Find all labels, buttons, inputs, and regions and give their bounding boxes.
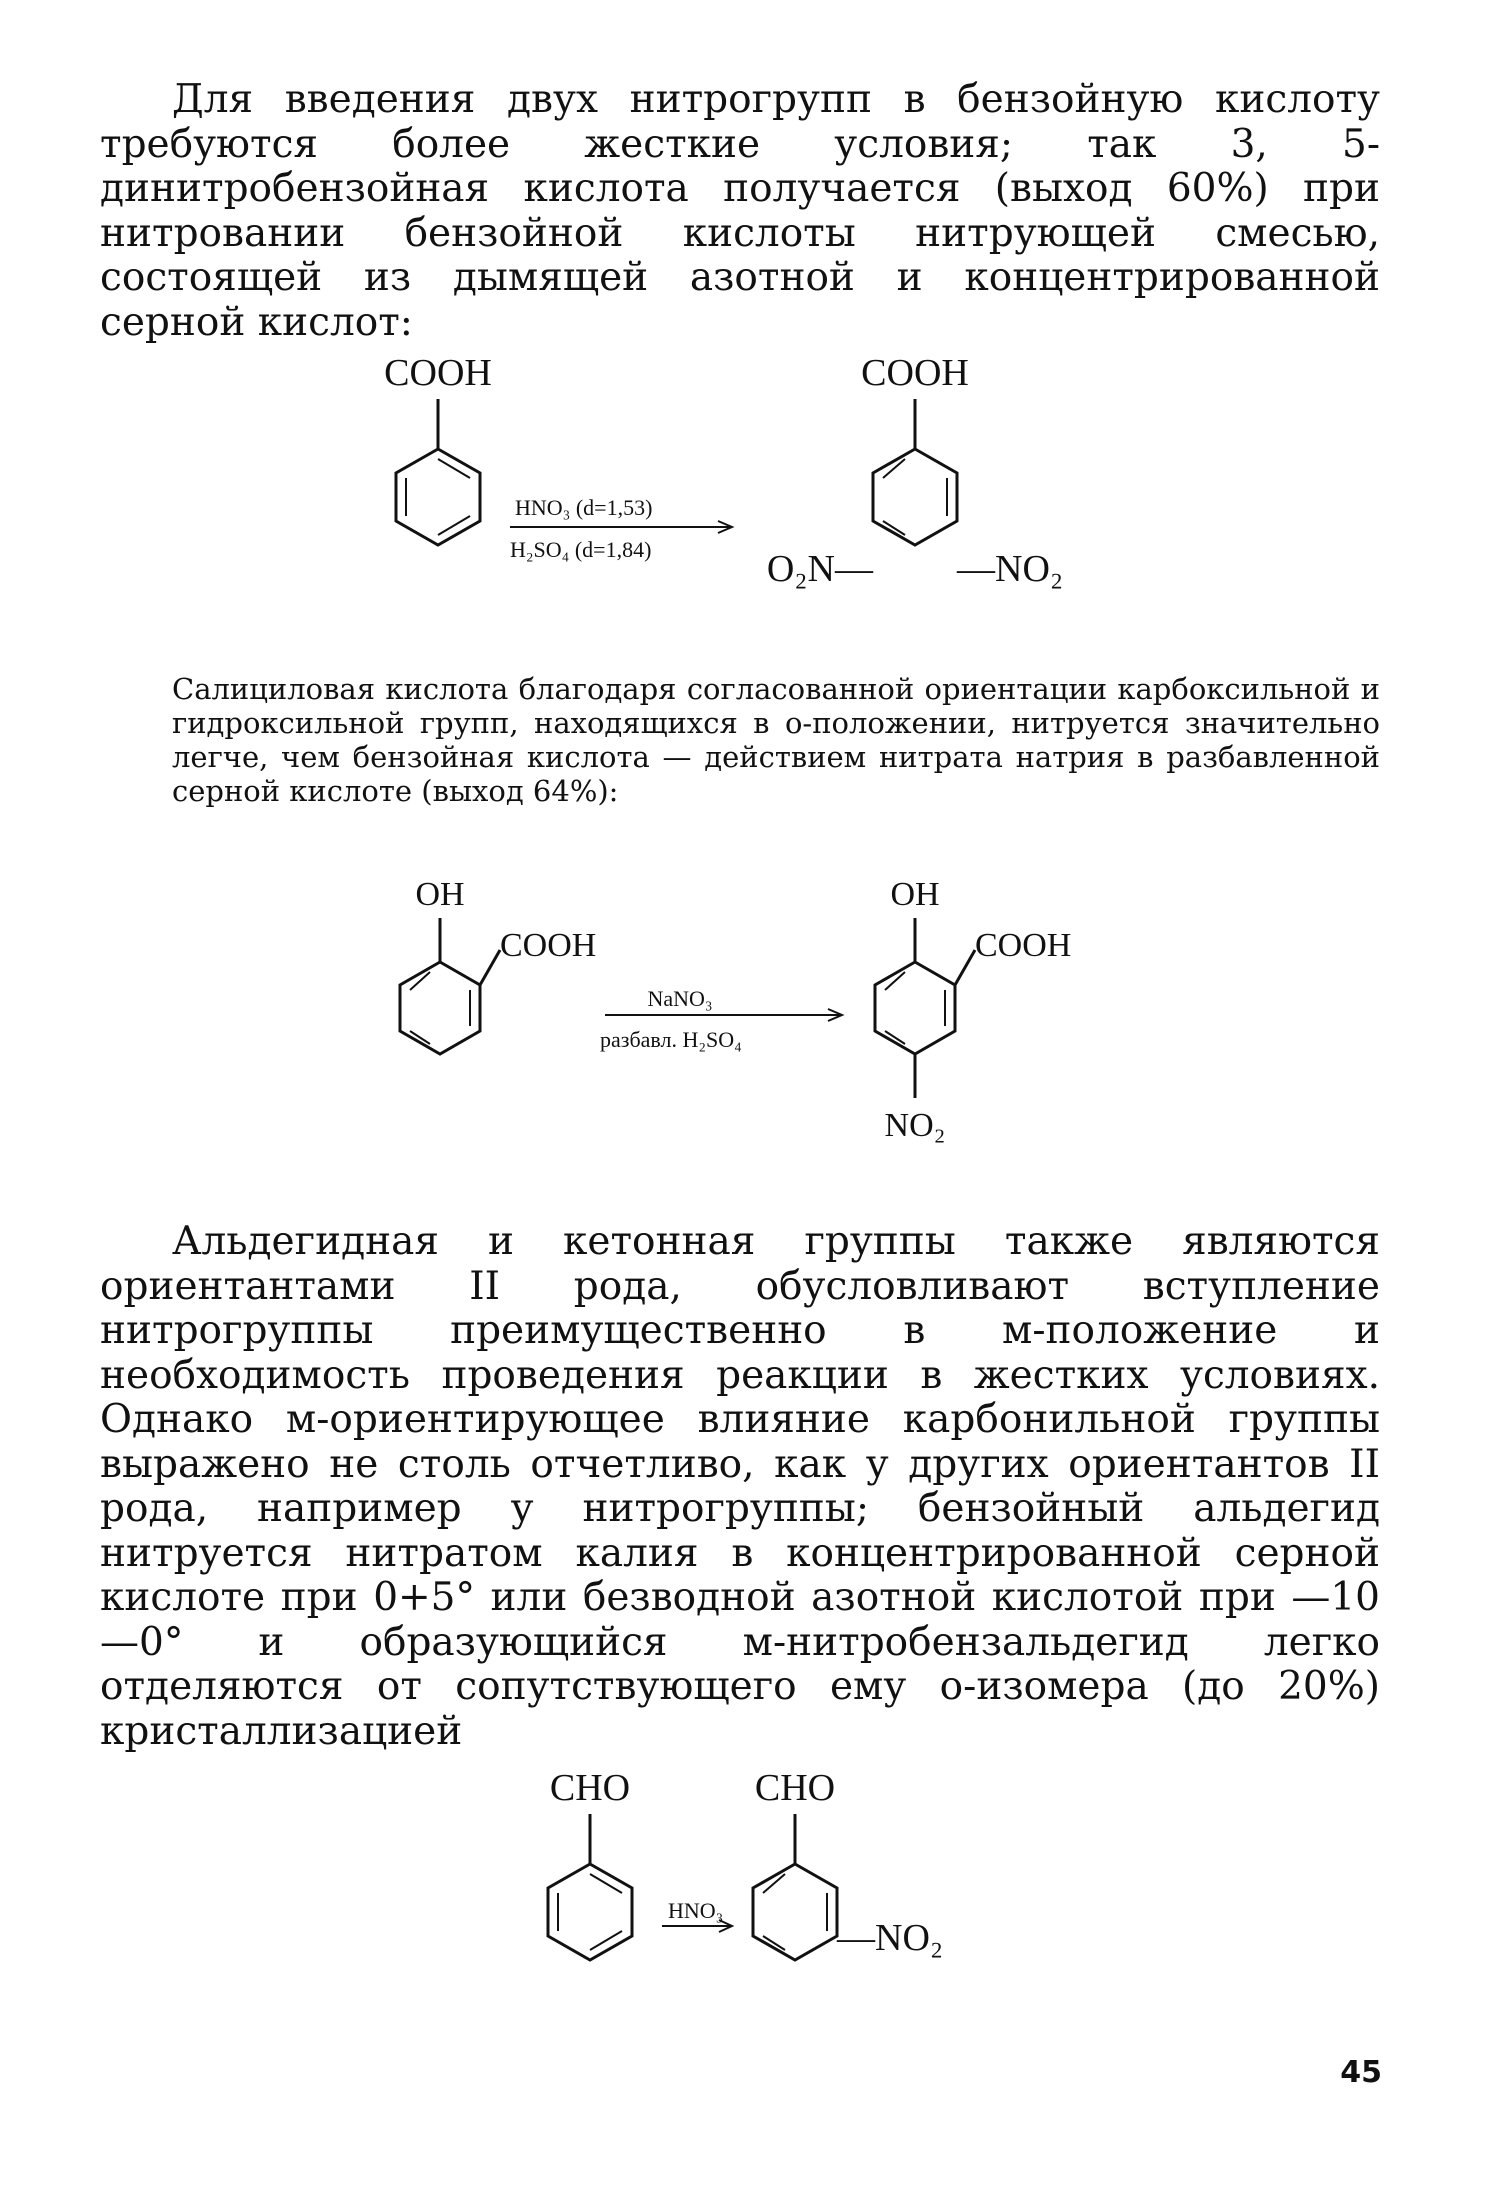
product-cooh-bond — [955, 950, 975, 985]
reagent-below-label: H₂SO₄ (d=1,84) — [510, 537, 652, 562]
scheme-salicylic-acid-nitration — [0, 870, 1500, 1180]
reactant-cho-label: CHO — [549, 1767, 631, 1809]
product-cho-label: CHO — [754, 1767, 836, 1809]
reactant-benzene-ring-icon — [396, 449, 480, 545]
paragraph-salicylic-acid: Салициловая кислота благодаря согласованной ориентации карбоксильной и гидроксильной групп, находящихся в о-положении, нитруется значительно легче, чем бензойная кислота — действием нитрата натрия в разбавленной серной кислоте (выход 64%): — [172, 672, 1380, 808]
product-benzene-ring-icon — [873, 449, 957, 545]
product-nitro-label: NO₂ — [884, 1107, 946, 1144]
reactant-cooh-bond — [480, 950, 500, 985]
product-oh-label: OH — [890, 876, 940, 913]
product-cooh-label: COOH — [975, 927, 1072, 964]
product-left-nitro-label: O₂N— — [766, 548, 873, 590]
reactant-cooh-label: COOH — [384, 352, 492, 394]
product-right-nitro-label: —NO₂ — [957, 548, 1064, 590]
product-nitro-label: —NO₂ — [837, 1917, 944, 1959]
reagent-above-label: NaNO₃ — [647, 986, 713, 1011]
scheme-benzaldehyde-nitration — [0, 1760, 1500, 2050]
paragraph-dinitrobenzoic: Для введения двух нитрогрупп в бензойную кислоту требуются более жесткие условия; так 3, 5-динитробензойная кислота получается (выход 60%) при нитровании бензойной кислоты нитрующей смесью, состоящей из дымящей азотной и концентрированной серной кислот: — [100, 77, 1380, 345]
product-benzene-ring-icon — [753, 1864, 837, 1960]
product-benzene-ring-icon — [875, 962, 955, 1054]
reactant-benzene-ring-icon — [548, 1864, 632, 1960]
reactant-benzene-ring-icon — [400, 962, 480, 1054]
reagent-below-label: разбавл. H₂SO₄ — [600, 1027, 742, 1052]
product-cooh-label: COOH — [861, 352, 969, 394]
paragraph-benzaldehyde: Альдегидная и кетонная группы также являются ориентантами II рода, обусловливают вступление нитрогруппы преимущественно в м-положение и необходимость проведения реакции в жестких условиях. Однако м-ориентирующее влияние карбонильной группы выражено не столь отчетливо, как у других ориентантов II рода, например у нитрогруппы; бензойный альдегид нитруется нитратом калия в концентрированной серной кислоте при 0+5° или безводной азотной кислотой при —10—0° и образующийся м-нитробензальдегид легко отделяются от сопутствующего ему о-изомера (до 20%) кристаллизацией — [100, 1219, 1380, 1754]
reagent-above-label: HNO₃ — [668, 1898, 724, 1923]
scheme-benzoic-acid-nitration — [0, 345, 1500, 645]
reactant-cooh-label: COOH — [500, 927, 597, 964]
page-number: 45 — [1340, 2055, 1382, 2090]
reagent-above-label: HNO₃ (d=1,53) — [515, 495, 653, 520]
reactant-oh-label: OH — [415, 876, 465, 913]
